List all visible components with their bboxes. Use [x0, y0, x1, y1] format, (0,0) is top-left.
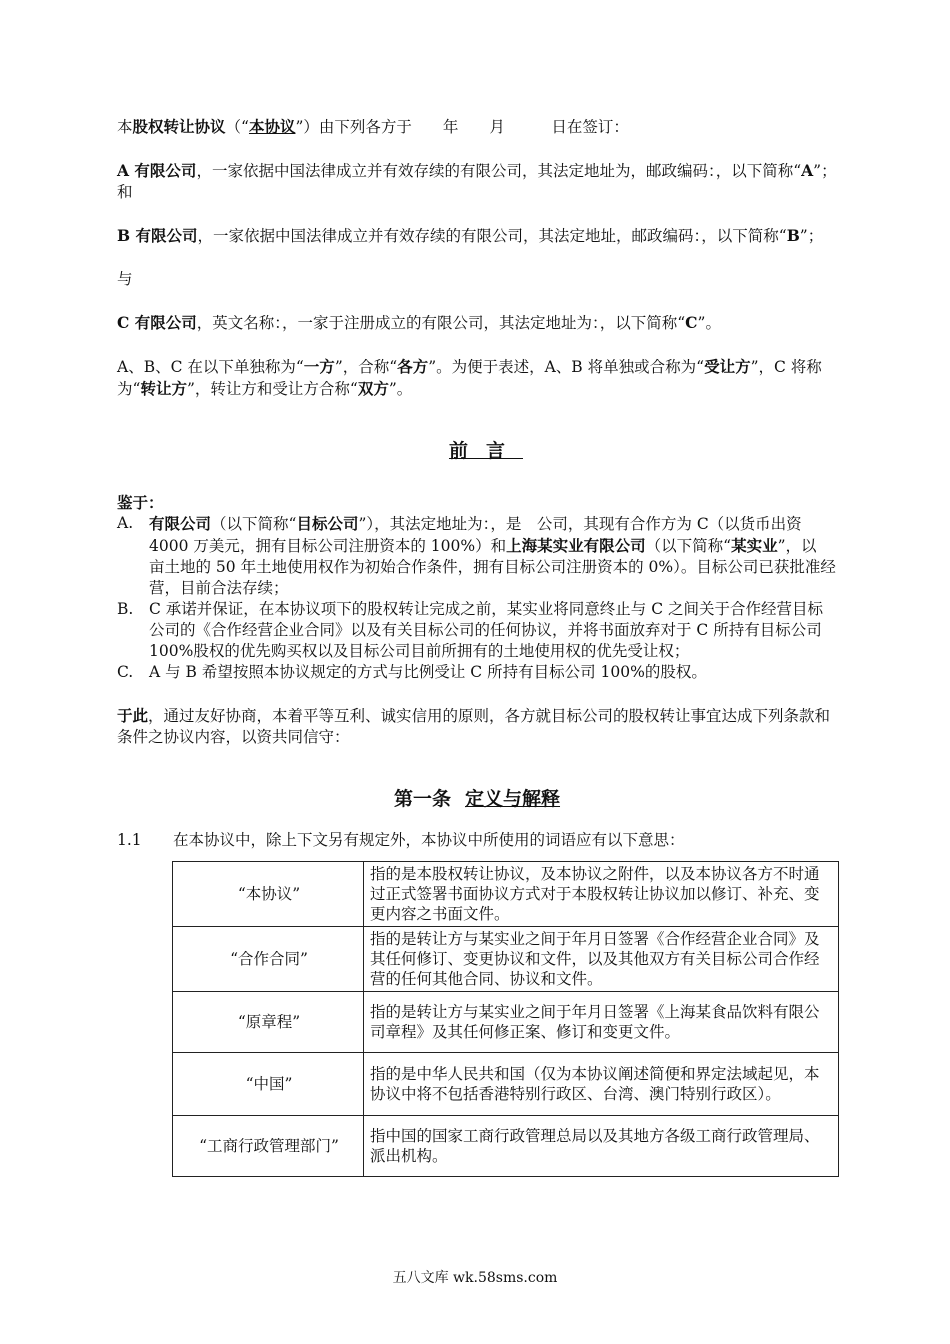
collective-text: ”，合称“ — [334, 358, 398, 376]
party-b-short: B — [786, 226, 800, 245]
article-title: 定义与解释 — [465, 788, 561, 810]
article-number: 第一条 — [393, 788, 451, 810]
recital-text: C 承诺并保证，在本协议项下的股权转让完成之前，某实业将同意终止与 C 之间关于合作经营目标公司的《合作经营企业合同》以及有关目标公司的任何协议，并将书面放弃对于 C 所持有目标公司 100%股权的优先购买权以及目标公司目前所拥有的土地使用权的优先受让权； — [149, 600, 824, 660]
shanghai-company-name: 上海某实业有限公司 — [506, 536, 646, 555]
definition-term: “中国” — [173, 1053, 364, 1116]
preface-heading: 前言 — [448, 440, 523, 462]
footer-watermark: 五八文库 wk.58sms.com — [392, 1270, 558, 1286]
party-a-text: ，一家依据中国法律成立并有效存续的有限公司，其法定地址为，邮政编码：，以下简称“ — [196, 162, 802, 180]
party-c-text: ”。 — [697, 314, 721, 332]
clause-number: 1.1 — [117, 831, 142, 849]
party-a-name: A 有限公司 — [117, 161, 197, 180]
party-a-paragraph — [117, 160, 837, 203]
table-row — [173, 992, 839, 1053]
document-page — [117, 116, 837, 1177]
party-b-paragraph — [117, 225, 837, 247]
collective-text: ”。为便于表述，A、B 将单独或合称为“ — [428, 358, 705, 376]
agreement-name: 股权转让协议 — [132, 117, 226, 136]
definition-meaning: 指中国的国家工商行政管理总局以及其地方各级工商行政管理局、派出机构。 — [364, 1116, 839, 1177]
recital-span: （以下简称“ — [211, 515, 297, 533]
party-c-short: C — [685, 313, 698, 332]
party-c-text: ，英文名称：，一家于注册成立的有限公司，其法定地址为：，以下简称“ — [196, 314, 686, 332]
whereas-label: 鉴于： — [117, 493, 164, 512]
collective-text: ”。 — [388, 380, 413, 398]
clause-1-1 — [117, 830, 837, 851]
intro-text: （“ — [225, 118, 249, 136]
table-row — [173, 927, 839, 992]
party-b-text: ”； — [799, 227, 824, 245]
recital-label: A. — [117, 514, 134, 532]
party-b-name: B 有限公司 — [117, 226, 198, 245]
term-transferor: 转让方 — [140, 379, 187, 398]
therefore-text: ，通过友好协商，本着平等互利、诚实信用的原则，各方就目标公司的股权转让事宜达成下列条款和条件之协议内容，以资共同信守： — [117, 707, 831, 746]
term-parties: 各方 — [397, 357, 429, 376]
collective-text: A、B、C 在以下单独称为“ — [117, 358, 304, 376]
party-c-paragraph — [117, 312, 837, 334]
table-row — [173, 1116, 839, 1177]
term-target-company: 目标公司 — [296, 514, 359, 533]
therefore-paragraph — [117, 705, 837, 748]
term-both-parties: 双方 — [357, 379, 389, 398]
recital-span: （以下简称“ — [645, 537, 732, 555]
definition-meaning: 指的是本股权转让协议，及本协议之附件，以及本协议各方不时通过正式签署书面协议方式对于本股权转让协议加以修订、补充、变更内容之书面文件。 — [364, 862, 839, 927]
and-paragraph: 与 — [117, 270, 133, 288]
recital-label: B. — [117, 600, 134, 618]
party-a-short: A — [801, 161, 814, 180]
term-transferee: 受让方 — [704, 357, 751, 376]
definition-term: “本协议” — [173, 862, 364, 927]
recital-c — [117, 662, 837, 683]
term-industrial: 某实业 — [731, 536, 778, 555]
therefore-label: 于此 — [117, 706, 149, 725]
recital-text — [149, 513, 837, 599]
company-name: 有限公司 — [149, 514, 212, 533]
collective-terms-paragraph — [117, 356, 837, 400]
definition-term: “原章程” — [173, 992, 364, 1053]
definition-term: “工商行政管理部门” — [173, 1116, 364, 1177]
collective-text: ”，转让方和受让方合称“ — [186, 380, 358, 398]
table-row — [173, 862, 839, 927]
intro-text: ”）由下列各方于 年 月 日在签订： — [295, 118, 629, 136]
recital-span: ”），其法定地址为：，是 公司，其现有合作方为 C（以货币出资 4000 万美元，拥有目标公司注册资本的 100%）和 — [149, 515, 802, 555]
article-1-heading — [117, 786, 837, 812]
party-b-text: ，一家依据中国法律成立并有效存续的有限公司，其法定地址，邮政编码：，以下简称“ — [197, 227, 787, 245]
clause-text: 在本协议中，除上下文另有规定外，本协议中所使用的词语应有以下意思： — [173, 831, 685, 849]
definition-meaning: 指的是转让方与某实业之间于年月日签署《合作经营企业合同》及其任何修订、变更协议和文件，以及其他双方有关目标公司合作经营的任何其他合同、协议和文件。 — [364, 927, 839, 992]
this-agreement-term: 本协议 — [248, 117, 296, 136]
definitions-table — [172, 861, 839, 1177]
table-row — [173, 1053, 839, 1116]
definition-meaning: 指的是中华人民共和国（仅为本协议阐述简便和界定法域起见，本协议中将不包括香港特别行政区、台湾、澳门特别行政区）。 — [364, 1053, 839, 1116]
definition-term: “合作合同” — [173, 927, 364, 992]
recital-span: ”，以 亩土地的 50 年土地使用权作为初始合作条件，拥有目标公司注册资本的 0%）。目标公司已获批准经营，目前合法存续； — [149, 537, 836, 597]
recital-label: C. — [117, 663, 134, 681]
term-one-party: 一方 — [303, 357, 335, 376]
recital-a — [117, 513, 837, 599]
recital-text: A 与 B 希望按照本协议规定的方式与比例受让 C 所持有目标公司 100%的股权。 — [149, 663, 707, 681]
recital-b — [117, 599, 837, 662]
party-c-name: C 有限公司 — [117, 313, 197, 332]
party-a-text: ”；和 — [117, 162, 837, 201]
collective-text: ”，C 将称为“ — [117, 358, 822, 398]
intro-paragraph — [117, 116, 837, 138]
definition-meaning: 指的是转让方与某实业之间于年月日签署《上海某食品饮料有限公司章程》及其任何修正案、修订和变更文件。 — [364, 992, 839, 1053]
intro-text: 本 — [117, 118, 133, 136]
